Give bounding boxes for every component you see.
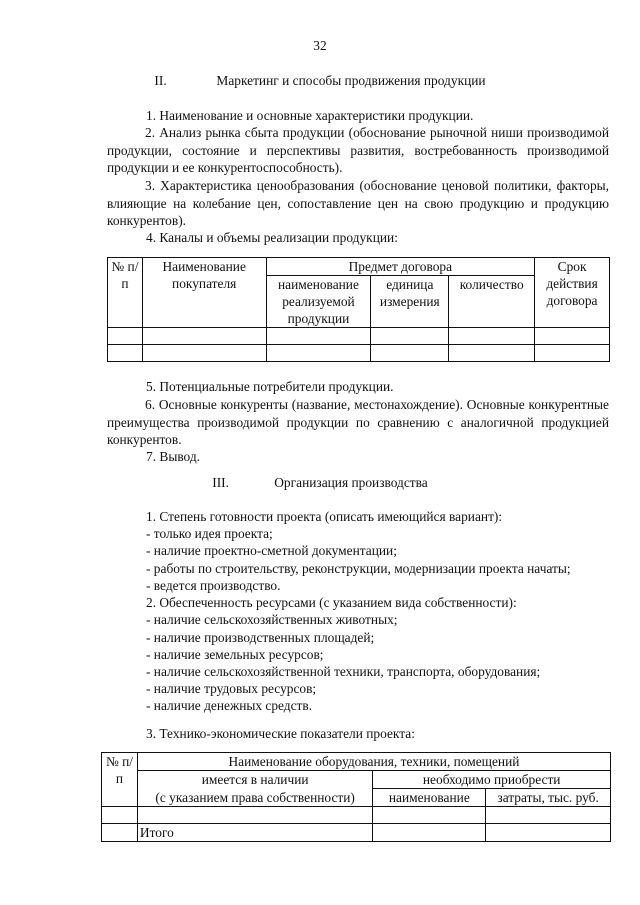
- page-number: 32: [313, 38, 327, 53]
- section-2-roman: II.: [154, 73, 167, 88]
- col-header-acquire: необходимо приобрести: [373, 771, 611, 789]
- s3-item-3: 3. Технико-экономические показатели проекта:: [146, 726, 415, 741]
- s3-item-2: 2. Обеспеченность ресурсами (с указанием вида собственности):: [146, 595, 517, 610]
- list-item: - наличие проектно-сметной документации;: [146, 543, 397, 558]
- section-2-heading: [0, 72, 640, 90]
- s2-item-2: 2. Анализ рынка сбыта продукции (обоснование рыночной ниши производимой продукции, состояние и перспективы развития, востребованность производимой продукции и ее конкурентоспособность).: [107, 125, 609, 175]
- s3-item-1: 1. Степень готовности проекта (описать имеющийся вариант):: [146, 509, 503, 524]
- s2-item-1: 1. Наименование и основные характеристики продукции.: [146, 108, 474, 123]
- s2-item-4: 4. Каналы и объемы реализации продукции:: [146, 230, 398, 245]
- section-3-title: Организация производства: [274, 475, 428, 490]
- col-header-available: имеется в наличии: [137, 771, 372, 789]
- list-item: - наличие денежных средств.: [146, 698, 313, 713]
- s2-item-7: 7. Вывод.: [146, 449, 201, 464]
- list-item: - наличие сельскохозяйственных животных;: [146, 612, 398, 627]
- s2-item-5: 5. Потенциальные потребители продукции.: [146, 379, 394, 394]
- table-row: [108, 328, 610, 345]
- s2-item-3: 3. Характеристика ценообразования (обоснование ценовой политики, факторы, влияющие на колебание цен, сопоставление цен на свою продукцию и продукцию конкурентов).: [107, 178, 609, 228]
- list-item: - наличие земельных ресурсов;: [146, 647, 324, 662]
- s2-item-6: 6. Основные конкуренты (название, местонахождение). Основные конкурентные преимущества производимой продукции по сравнению с аналогичной продукцией конкурентов.: [107, 397, 609, 447]
- list-item: - наличие сельскохозяйственной техники, транспорта, оборудования;: [146, 664, 541, 679]
- col-header-num: № п/п: [102, 753, 138, 807]
- list-item: - ведется производство.: [146, 578, 281, 593]
- col-header-product-name: наименование реализуемой продукции: [266, 276, 371, 328]
- technical-indicators-table: [101, 752, 611, 842]
- section-3-roman: III.: [212, 475, 229, 490]
- col-header-equipment: Наименование оборудования, техники, помещений: [137, 753, 610, 771]
- total-label: Итого: [137, 824, 372, 842]
- table-row-total: [102, 824, 611, 842]
- sales-channels-table: [107, 257, 610, 362]
- list-item: - наличие производственных площадей;: [146, 630, 375, 645]
- col-header-subject: Предмет договора: [266, 258, 535, 276]
- col-header-acquire-cost: затраты, тыс. руб.: [486, 789, 611, 807]
- section-3-heading: [0, 474, 640, 492]
- col-header-num: № п/п: [108, 258, 143, 328]
- col-header-unit: единица измерения: [371, 276, 449, 328]
- list-item: - работы по строительству, реконструкции, модернизации проекта начаты;: [146, 561, 571, 576]
- list-item: - только идея проекта;: [146, 526, 273, 541]
- list-item: - наличие трудовых ресурсов;: [146, 681, 317, 696]
- col-header-buyer: Наименование покупателя: [142, 258, 266, 328]
- table-row: [102, 807, 611, 824]
- section-2-title: Маркетинг и способы продвижения продукции: [216, 73, 486, 88]
- table-row: [108, 345, 610, 362]
- col-header-term: Срок действия договора: [535, 258, 610, 328]
- col-header-available-note: (с указанием права собственности): [137, 789, 372, 807]
- col-header-acquire-name: наименование: [373, 789, 486, 807]
- col-header-quantity: количество: [449, 276, 535, 328]
